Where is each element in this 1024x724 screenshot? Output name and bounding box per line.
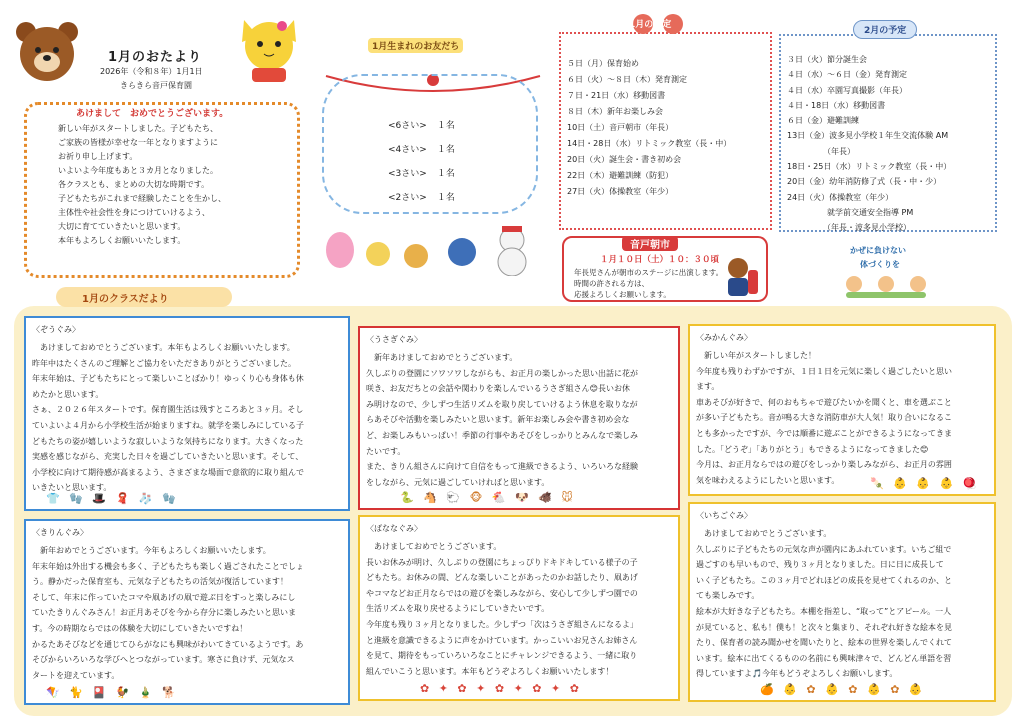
class-line: あけましておめでとうございます。本年もよろしくお願いいたします。 [32, 343, 295, 352]
january-heading-badge [623, 12, 693, 36]
class-body [32, 340, 304, 496]
market-text [574, 267, 732, 300]
schedule-item: ６日（金）避難訓練 [787, 116, 859, 126]
class-line: 車あそびが好きで、何のおもちゃで遊びたいかを聞くと、車を選ぶこと [696, 397, 952, 407]
class-line: タートを迎えています。 [32, 670, 120, 680]
schedule-item: ８日（木）新年お楽しみ会 [567, 107, 663, 116]
class-line: らあそびや活動を楽しみたいと思います。新年お楽しみ会や書き初め会な [366, 415, 630, 425]
birthday-count: １名 [436, 169, 455, 179]
class-body [366, 539, 638, 679]
class-title: 〈ばななぐみ〉 [366, 524, 422, 533]
greeting-line: いよいよ今年度もあと３カ月となりました。 [58, 166, 218, 175]
class-title: 〈きりんぐみ〉 [32, 528, 88, 537]
schedule-item: 18日・25日（水）リトミック教室（長・中） [787, 162, 952, 172]
schedule-item: 14日・28日（水）リトミック教室（長・中） [567, 139, 732, 148]
class-line: ます。 [696, 382, 720, 392]
class-line: 咲き、お友だちとの会話や関わりを楽しんでいるうさぎ組さん😊長いお休 [366, 384, 631, 394]
class-line: う。静かだった保育室も、元気な子どもたちの活気が復活しています！ [32, 577, 288, 587]
class-line: 生活リズムを取り戻せるようにしていきたいです。 [366, 604, 550, 614]
class-section-title: 1月のクラスだより [82, 294, 169, 305]
class-body [32, 543, 304, 683]
schedule-item: ３日（火）節分誕生会 [787, 55, 867, 64]
class-line: また、きりん組さんに向けて自信をもって進級できるよう、いろいろな経験 [366, 462, 638, 472]
class-line: ど、お楽しみもいっぱい！季節の行事やあそびをしっかりとみんなで楽しみ [366, 430, 638, 440]
class-line: 今年度も残り３ヶ月となりました。少しずつ「次はうさぎ組さんになるよ」 [366, 619, 638, 629]
class-line: そびからいろいろな学びへとつながっています。寒さに負けず、元気なス [32, 655, 295, 665]
class-line: めたかと思います。 [32, 389, 104, 399]
class-body [366, 350, 638, 490]
greeting-heading: あけまして おめでとうございます。 [76, 109, 229, 119]
class-title: 〈ぞうぐみ〉 [32, 325, 80, 334]
class-line: と進級を意識できるように声をかけています。かっこいいお兄さんお姉さん [366, 635, 638, 645]
kirin-decoration-icon: 🪁 🐈 🎴 🐓 🎍 🐕 [46, 686, 179, 699]
class-line: み明けなので、少しずつ生活リズムを取り戻していけるよう休息を取りなが [366, 399, 638, 409]
schedule-item: 10日（土）音戸朝市（年長） [567, 123, 674, 132]
greeting-line: ご家族の皆様が幸せな一年となりますように [58, 138, 218, 147]
kids-exercise-icon [836, 272, 936, 300]
february-schedule [779, 26, 997, 233]
class-line: さぁ、２０２６年スタートです。保育園生活は残すところあと３ヶ月。そし [32, 405, 304, 415]
class-line: 年末年始は外出する機会も多く、子どもたちも楽しく過ごされたことでしょ [32, 561, 304, 571]
class-line: ても楽しみです。 [696, 591, 760, 601]
class-line: 今月は、お正月ならではの遊びをしっかり楽しみながら、お正月の雰囲 [696, 460, 952, 470]
schedule-item: 20日（金）幼年消防修了式（長・中・少） [787, 177, 942, 187]
greeting-line: 主体性や社会性を身につけていけるよう、 [58, 208, 210, 217]
class-card-banana [358, 515, 680, 701]
greeting-line: 新しい年がスタートしました。子どもたち、 [58, 124, 218, 133]
birthday-age: <2さい> [388, 193, 427, 203]
class-body [696, 526, 952, 682]
bear-mascot-icon [12, 20, 82, 82]
schedule-item: 27日（火）体操教室（年少） [567, 187, 674, 196]
greeting-panel [8, 10, 300, 282]
class-line: した。「どうぞ」「ありがとう」もできるようになってきました😊 [696, 444, 929, 454]
birthday-panel [316, 14, 550, 276]
class-line: ていよいよ４月から小学校生活が始まりますね。就学を楽しみにしている子 [32, 420, 304, 430]
class-line: たり、保育者の読み聞かせを聞いたりと、絵本の世界を楽しんでくれて [696, 638, 952, 648]
class-title: 〈いちごぐみ〉 [696, 511, 752, 520]
class-line: かるたあそびなどを通じてひらがなにも興味がわいてきているようです。あ [32, 639, 304, 649]
morning-market-notice [562, 236, 768, 302]
class-line: 久しぶりの登園にソワソワしながらも、お正月の楽しかった思い出話に花が [366, 368, 638, 378]
usagi-decoration-icon: 🐍 🐴 🐑 🐵 🐔 🐶 🐗 🐭 [400, 491, 576, 504]
market-line: 応援よろしくお願いします。 [574, 290, 671, 299]
january-schedule [559, 20, 772, 230]
february-heading: 2月の予定 [853, 20, 917, 39]
birthday-row [388, 162, 455, 186]
class-line: 久しぶりに子どもたちの元気な声が園内にあふれています。いちご組で [696, 544, 952, 554]
class-card-ichigo [688, 502, 996, 702]
class-line: いく子どもたち。この３ヶ月でどれほどの成長を見せてくれるのか、と [696, 575, 952, 585]
class-line: を見て、期待をもっていろいろなことにチャレンジできるよう、一緒に取り [366, 651, 638, 661]
cat-mascot-icon [238, 16, 300, 82]
class-line: ていたきりんぐみさん！お正月あそびを今から存分に楽しみたいと思いま [32, 608, 296, 618]
health-text [850, 244, 906, 272]
children-snowman-illustration-icon [316, 210, 550, 276]
class-line: やコマなどお正月ならではの遊びを楽しみながら、安心して少しずつ園での [366, 588, 638, 598]
class-line: 小学校に向けて期待感が高まるよう、さまざまな場面で意欲的に取り組んで [32, 467, 304, 477]
health-line: かぜに負けない [850, 246, 906, 255]
schedule-item: ７日・21日（水）移動図書 [567, 91, 666, 100]
schedule-item: 20日（火）誕生会・書き初め会 [567, 155, 682, 164]
class-line: 得していますよ🎵今年もどうぞよろしくお願いします。 [696, 669, 898, 679]
schedule-item: （年長・波多見小学校） [787, 223, 911, 233]
class-line: どもたち。お休みの間、どんな楽しいことがあったのかお話したり、凧あげ [366, 573, 638, 583]
class-line: 組んでいこうと思います。本年もどうぞよろしくお願いいたします！ [366, 666, 614, 676]
birthday-row [388, 114, 455, 138]
mikan-decoration-icon: 🍡 👶 👶 👶 🪀 [870, 477, 980, 490]
schedule-item: ６日（火）～８日（木）発育測定 [567, 75, 687, 84]
greeting-line: 子どもたちがこれまで経験したことを生かし、 [58, 194, 226, 203]
banana-decoration-icon: ✿ ✦ ✿ ✦ ✿ ✦ ✿ ✦ ✿ [420, 682, 582, 695]
january-items [567, 56, 731, 200]
schedule-item: 24日（火）体操教室（年少） [787, 192, 894, 202]
class-line: あけましておめでとうございます。 [366, 542, 502, 551]
birthday-count: １名 [436, 193, 455, 203]
class-line: 年末年始は、子どもたちにとって楽しいことばかり！ゆっくり心も身体も休 [32, 374, 304, 384]
class-card-usagi [358, 326, 680, 510]
market-line: 時間の許される方は、 [574, 279, 649, 288]
class-line: あけましておめでとうございます。 [696, 529, 832, 538]
health-line: 体づくりを [860, 260, 900, 269]
birthday-count: １名 [436, 121, 455, 131]
schedule-item: ４日・18日（水）移動図書 [787, 100, 886, 110]
schedule-item: ４日（水）～６日（金）発育測定 [787, 70, 907, 80]
class-line: います。絵本に出てくるものの名前にも興味津々で、どんどん単語を習 [696, 653, 952, 663]
market-date: １月１０日（土）１０：３０頃 [600, 255, 720, 265]
class-title: 〈みかんぐみ〉 [696, 333, 752, 342]
class-line: 今年度も残りわずかですが、１日１日を元気に楽しく過ごしたいと思い [696, 366, 952, 376]
february-items [787, 52, 951, 236]
class-line: 過ごすのも早いもので、残り３ヶ月となりました。日に日に成長して [696, 560, 944, 570]
class-line: 気を味わえるようにしたいと思います。 [696, 475, 840, 485]
birthday-age: <4さい> [388, 145, 427, 155]
class-section-banner [56, 287, 232, 307]
class-line: たいです。 [366, 446, 406, 456]
birthday-row [388, 186, 455, 210]
market-line: 年長児さんが朝市のステージに出演します。 [574, 268, 724, 277]
health-poster [836, 240, 936, 300]
greeting-line: 本年もよろしくお願いいたします。 [58, 236, 186, 245]
class-line: 絵本が大好きな子どもたち。本棚を指差し、“取って”とアピール。一人 [696, 606, 952, 616]
birthday-count: １名 [436, 145, 455, 155]
class-card-zou [24, 316, 350, 511]
birthday-list [388, 114, 455, 210]
schedule-item: ５日（月）保育始め [567, 59, 639, 68]
class-line: 実感を感じながら、充実した日々を過ごしていきたいと思います。そして、 [32, 452, 304, 462]
class-line: とも多かったですが、今では順番に遊ぶことができるようになってきま [696, 428, 952, 438]
class-line: 新年あけましておめでとうございます。 [366, 353, 518, 362]
birthday-row [388, 138, 455, 162]
class-line: が見ていると、私も！僕も！と次々と集まり、それぞれ好きな絵本を見 [696, 622, 952, 632]
class-line: いきたいと思います。 [32, 483, 112, 493]
january-heading: 1月の予定 [629, 20, 672, 30]
class-line: 昨年中はたくさんのご理解とご協力をいただきありがとうございました。 [32, 358, 296, 368]
birthday-age: <3さい> [388, 169, 427, 179]
schedule-item: 13日（金）波多見小学校１年生交流体験 AM [787, 131, 949, 141]
school-name: きらきら音戸保育園 [120, 81, 192, 90]
schedule-item: ４日（水）卒園写真撮影（年長） [787, 85, 907, 95]
greeting-line: お祈り申し上げます。 [58, 152, 138, 161]
class-title: 〈うさぎぐみ〉 [366, 335, 422, 344]
page-title: 1月のおたより [108, 50, 203, 65]
schedule-item: 22日（木）避難訓練（防犯） [567, 171, 674, 180]
class-line: が多い子どもたち。音が鳴る大きな消防車が大人気！取り合いになるこ [696, 413, 952, 423]
birthday-age: <6さい> [388, 121, 427, 131]
zou-decoration-icon: 👕 🧤 🎩 🧣 🧦 🧤 [46, 492, 179, 505]
greeting-line: 大切に育てていきたいと思います。 [58, 222, 186, 231]
greeting-line: 各クラスとも、まとめの大切な時期です。 [58, 180, 210, 189]
class-line: をしながら、元気に過ごしていければと思います。 [366, 477, 550, 487]
class-line: す。今の時期ならではの体験を大切にしていきたいですね！ [32, 623, 248, 633]
greeting-body [58, 122, 268, 248]
date-line: 2026年（令和８年）1月1日 [100, 67, 203, 76]
class-line: 新年おめでとうございます。今年もよろしくお願いいたします。 [32, 546, 271, 555]
class-line: 新しい年がスタートしました！ [696, 351, 816, 360]
ichigo-decoration-icon: 🍊 👶 ✿ 👶 ✿ 👶 ✿ 👶 [760, 683, 926, 696]
class-card-mikan [688, 324, 996, 496]
class-line: どもたちの姿が嬉しいような寂しいような気持ちになります。大きくなった [32, 436, 304, 446]
bear-drum-icon [724, 256, 760, 298]
class-card-kirin [24, 519, 350, 705]
class-line: そして、年末に作っていたコマや凧あげの凧で遊ぶ日をすっと楽しみにし [32, 592, 296, 602]
class-line: 長いお休みが明け、久しぶりの登園にちょっぴりドキドキしている様子の子 [366, 557, 638, 567]
market-title: 音戸朝市 [622, 236, 678, 251]
class-body [696, 348, 952, 488]
schedule-item: 就学前交通安全指導 PM [787, 207, 914, 217]
birthday-title: 1月生まれのお友だち [368, 38, 463, 53]
schedule-item: （年長） [787, 146, 855, 156]
